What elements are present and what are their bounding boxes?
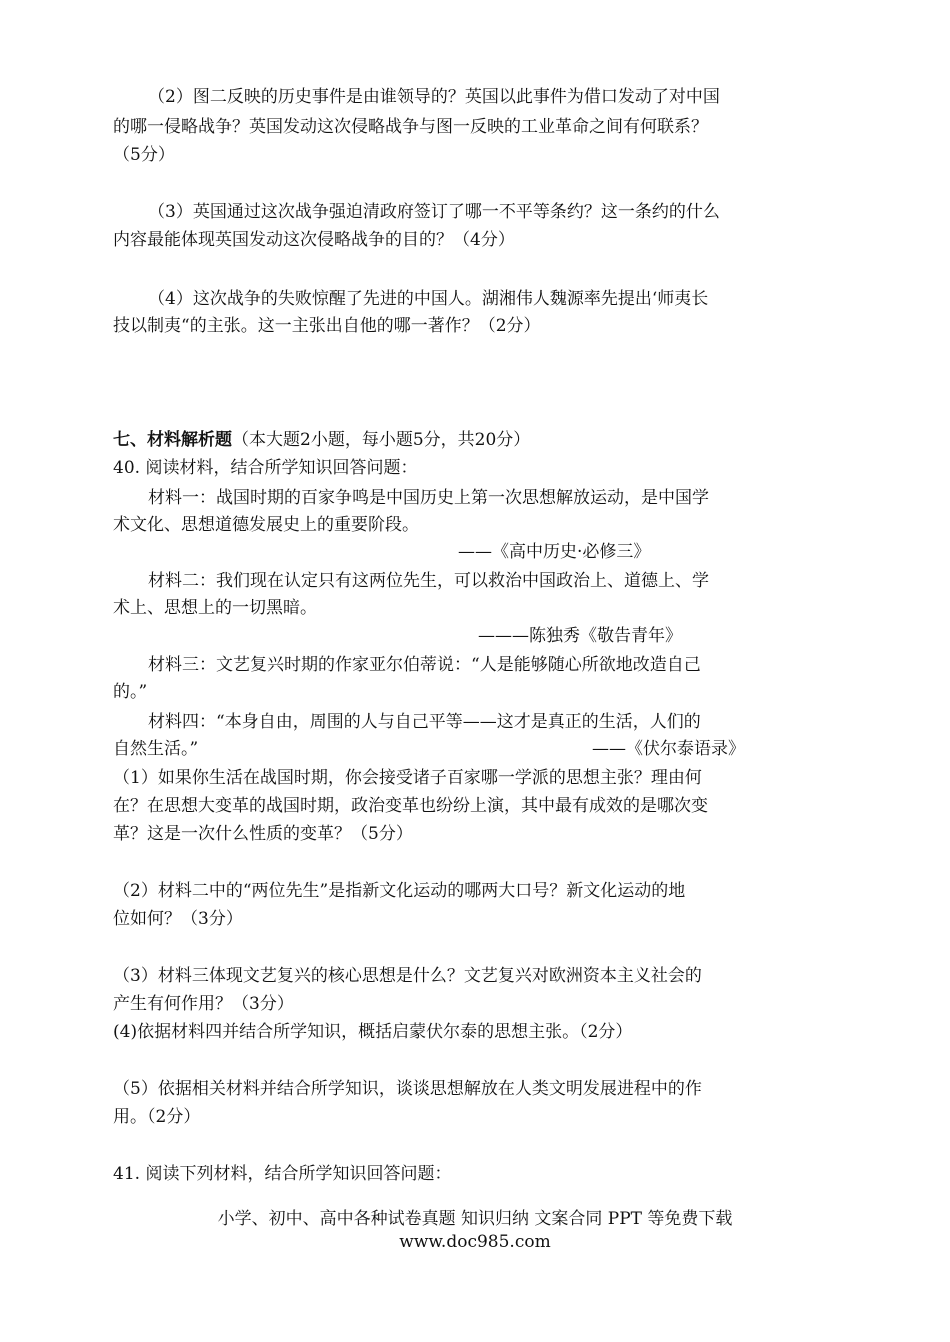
section7-title: 七、材料解析题 bbox=[113, 430, 232, 450]
q40-material1-line1: 材料一：战国时期的百家争鸣是中国历史上第一次思想解放运动，是中国学 bbox=[148, 488, 709, 508]
section7-note: （本大题2小题，每小题5分，共20分） bbox=[232, 430, 531, 450]
q40-sub1-line2: 在？在思想大变革的战国时期，政治变革也纷纷上演，其中最有成效的是哪次变 bbox=[113, 796, 708, 816]
q40-sub1-line1: （1）如果你生活在战国时期，你会接受诸子百家哪一学派的思想主张？理由何 bbox=[113, 768, 702, 788]
q39-part4-line1: （4）这次战争的失败惊醒了先进的中国人。湖湘伟人魏源率先提出‘师夷长 bbox=[148, 289, 709, 309]
q40-material1-source: ——《高中历史·必修三》 bbox=[458, 542, 651, 562]
q40-sub2-line2: 位如何？（3分） bbox=[113, 909, 243, 929]
q40-intro: 40. 阅读材料，结合所学知识回答问题： bbox=[113, 458, 418, 478]
section7-heading bbox=[113, 428, 530, 452]
q40-material4-source: ——《伏尔泰语录》 bbox=[592, 739, 745, 759]
q40-sub3-line1: （3）材料三体现文艺复兴的核心思想是什么？文艺复兴对欧洲资本主义社会的 bbox=[113, 966, 702, 986]
q40-sub3-line2: 产生有何作用？（3分） bbox=[113, 994, 294, 1014]
q39-part2-line3: （5分） bbox=[113, 145, 175, 165]
q39-part3-line2: 内容最能体现英国发动这次侵略战争的目的？（4分） bbox=[113, 230, 515, 250]
q40-sub5-line2: 用。（2分） bbox=[113, 1107, 201, 1127]
q40-sub5-line1: （5）依据相关材料并结合所学知识，谈谈思想解放在人类文明发展进程中的作 bbox=[113, 1079, 702, 1099]
q40-material2-line2: 术上、思想上的一切黑暗。 bbox=[113, 598, 317, 618]
footer-promo: 小学、初中、高中各种试卷真题 知识归纳 文案合同 PPT 等免费下载 bbox=[217, 1209, 733, 1229]
q40-material1-line2: 术文化、思想道德发展史上的重要阶段。 bbox=[113, 515, 419, 535]
q39-part3-line1: （3）英国通过这次战争强迫清政府签订了哪一不平等条约？这一条约的什么 bbox=[148, 202, 720, 222]
q40-material2-line1: 材料二：我们现在认定只有这两位先生，可以救治中国政治上、道德上、学 bbox=[148, 571, 709, 591]
q40-material4-line1: 材料四：“本身自由，周围的人与自己平等——这才是真正的生活，人们的 bbox=[148, 712, 701, 732]
q40-sub4: (4)依据材料四并结合所学知识，概括启蒙伏尔泰的思想主张。（2分） bbox=[113, 1022, 633, 1042]
q41-intro: 41. 阅读下列材料，结合所学知识回答问题： bbox=[113, 1164, 452, 1184]
footer-url: www.doc985.com bbox=[399, 1232, 551, 1252]
q40-material3-line2: 的。” bbox=[113, 682, 148, 702]
q39-part2-line2: 的哪一侵略战争？英国发动这次侵略战争与图一反映的工业革命之间有何联系？ bbox=[113, 117, 708, 137]
q40-material2-source: ———陈独秀《敬告青年》 bbox=[478, 626, 682, 646]
q40-material4-line2: 自然生活。” bbox=[113, 739, 199, 759]
q40-sub1-line3: 革？这是一次什么性质的变革？（5分） bbox=[113, 824, 413, 844]
q39-part4-line2: 技以制夷“的主张。这一主张出自他的哪一著作？（2分） bbox=[113, 316, 541, 336]
q39-part2-line1: （2）图二反映的历史事件是由谁领导的？英国以此事件为借口发动了对中国 bbox=[148, 87, 720, 107]
q40-material3-line1: 材料三：文艺复兴时期的作家亚尔伯蒂说：“人是能够随心所欲地改造自己 bbox=[148, 655, 701, 675]
q40-sub2-line1: （2）材料二中的“两位先生”是指新文化运动的哪两大口号？新文化运动的地 bbox=[113, 881, 686, 901]
